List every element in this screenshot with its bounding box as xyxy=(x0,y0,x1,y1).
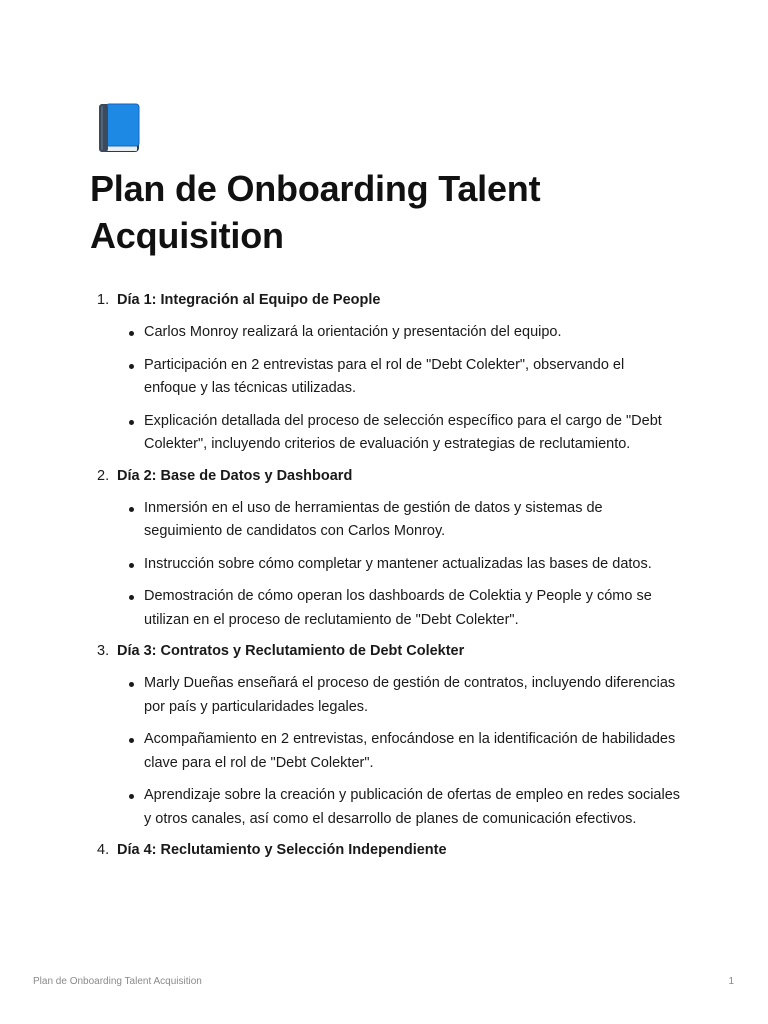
list-item xyxy=(117,672,680,719)
bullet-icon xyxy=(129,738,134,743)
list-item-text: Acompañamiento en 2 entrevistas, enfocándose en la identificación de habilidades clave para el rol de "Debt Colekter". xyxy=(144,731,676,771)
bullet-icon xyxy=(129,563,134,568)
list-item-text: Aprendizaje sobre la creación y publicación de ofertas de empleo en redes sociales y otros canales, así como el desarrollo de planes de comunicación efectivos. xyxy=(144,787,681,827)
bullet-icon xyxy=(129,682,134,687)
day-number: 1. xyxy=(97,292,110,308)
list-item xyxy=(117,784,680,831)
day-section xyxy=(90,640,680,831)
list-item xyxy=(117,728,680,775)
bullet-icon xyxy=(129,364,134,369)
bullet-icon xyxy=(129,420,134,425)
list-item-text: Instrucción sobre cómo completar y mantener actualizadas las bases de datos. xyxy=(144,555,652,572)
list-item xyxy=(117,354,680,401)
bullet-icon xyxy=(129,595,134,600)
day-title: Día 1: Integración al Equipo de People xyxy=(117,292,381,308)
onboarding-plan-list xyxy=(90,289,680,862)
day-title: Día 2: Base de Datos y Dashboard xyxy=(117,467,353,484)
blue-book-icon xyxy=(96,102,142,154)
day-section xyxy=(90,289,680,457)
list-item-text: Demostración de cómo operan los dashboards de Colektia y People y cómo se utilizan en el proceso de reclutamiento de "Debt Colekter". xyxy=(144,588,652,628)
day-title: Día 3: Contratos y Reclutamiento de Debt Colekter xyxy=(117,643,465,659)
day-title: Día 4: Reclutamiento y Selección Independiente xyxy=(117,842,447,858)
day-items xyxy=(117,497,680,633)
bullet-icon xyxy=(129,794,134,799)
list-item xyxy=(117,585,680,632)
footer-page-number: 1 xyxy=(728,976,734,987)
list-item-text: Participación en 2 entrevistas para el rol de "Debt Colekter", observando el enfoque y las técnicas utilizadas. xyxy=(144,356,625,396)
list-item-text: Carlos Monroy realizará la orientación y presentación del equipo. xyxy=(144,324,562,340)
day-section xyxy=(90,839,680,862)
list-item xyxy=(117,497,680,544)
bullet-icon xyxy=(129,331,134,336)
day-items xyxy=(117,321,680,457)
list-item-text: Inmersión en el uso de herramientas de gestión de datos y sistemas de seguimiento de candidatos con Carlos Monroy. xyxy=(144,499,603,539)
list-item xyxy=(117,321,680,345)
page-title: Plan de Onboarding Talent Acquisition xyxy=(90,168,541,256)
list-item-text: Marly Dueñas enseñará el proceso de gestión de contratos, incluyendo diferencias por país y particularidades legales. xyxy=(144,675,676,715)
list-item-text: Explicación detallada del proceso de selección específico para el cargo de "Debt Colekter", incluyendo criterios de evaluación y estrategias de reclutamiento. xyxy=(144,412,662,452)
list-item xyxy=(117,410,680,457)
day-section xyxy=(90,465,680,633)
day-items xyxy=(117,672,680,831)
footer-document-title: Plan de Onboarding Talent Acquisition xyxy=(33,976,202,987)
day-number: 2. xyxy=(97,467,110,484)
bullet-icon xyxy=(129,507,134,512)
list-item xyxy=(117,553,680,577)
day-number: 3. xyxy=(97,643,110,659)
day-number: 4. xyxy=(97,842,110,858)
